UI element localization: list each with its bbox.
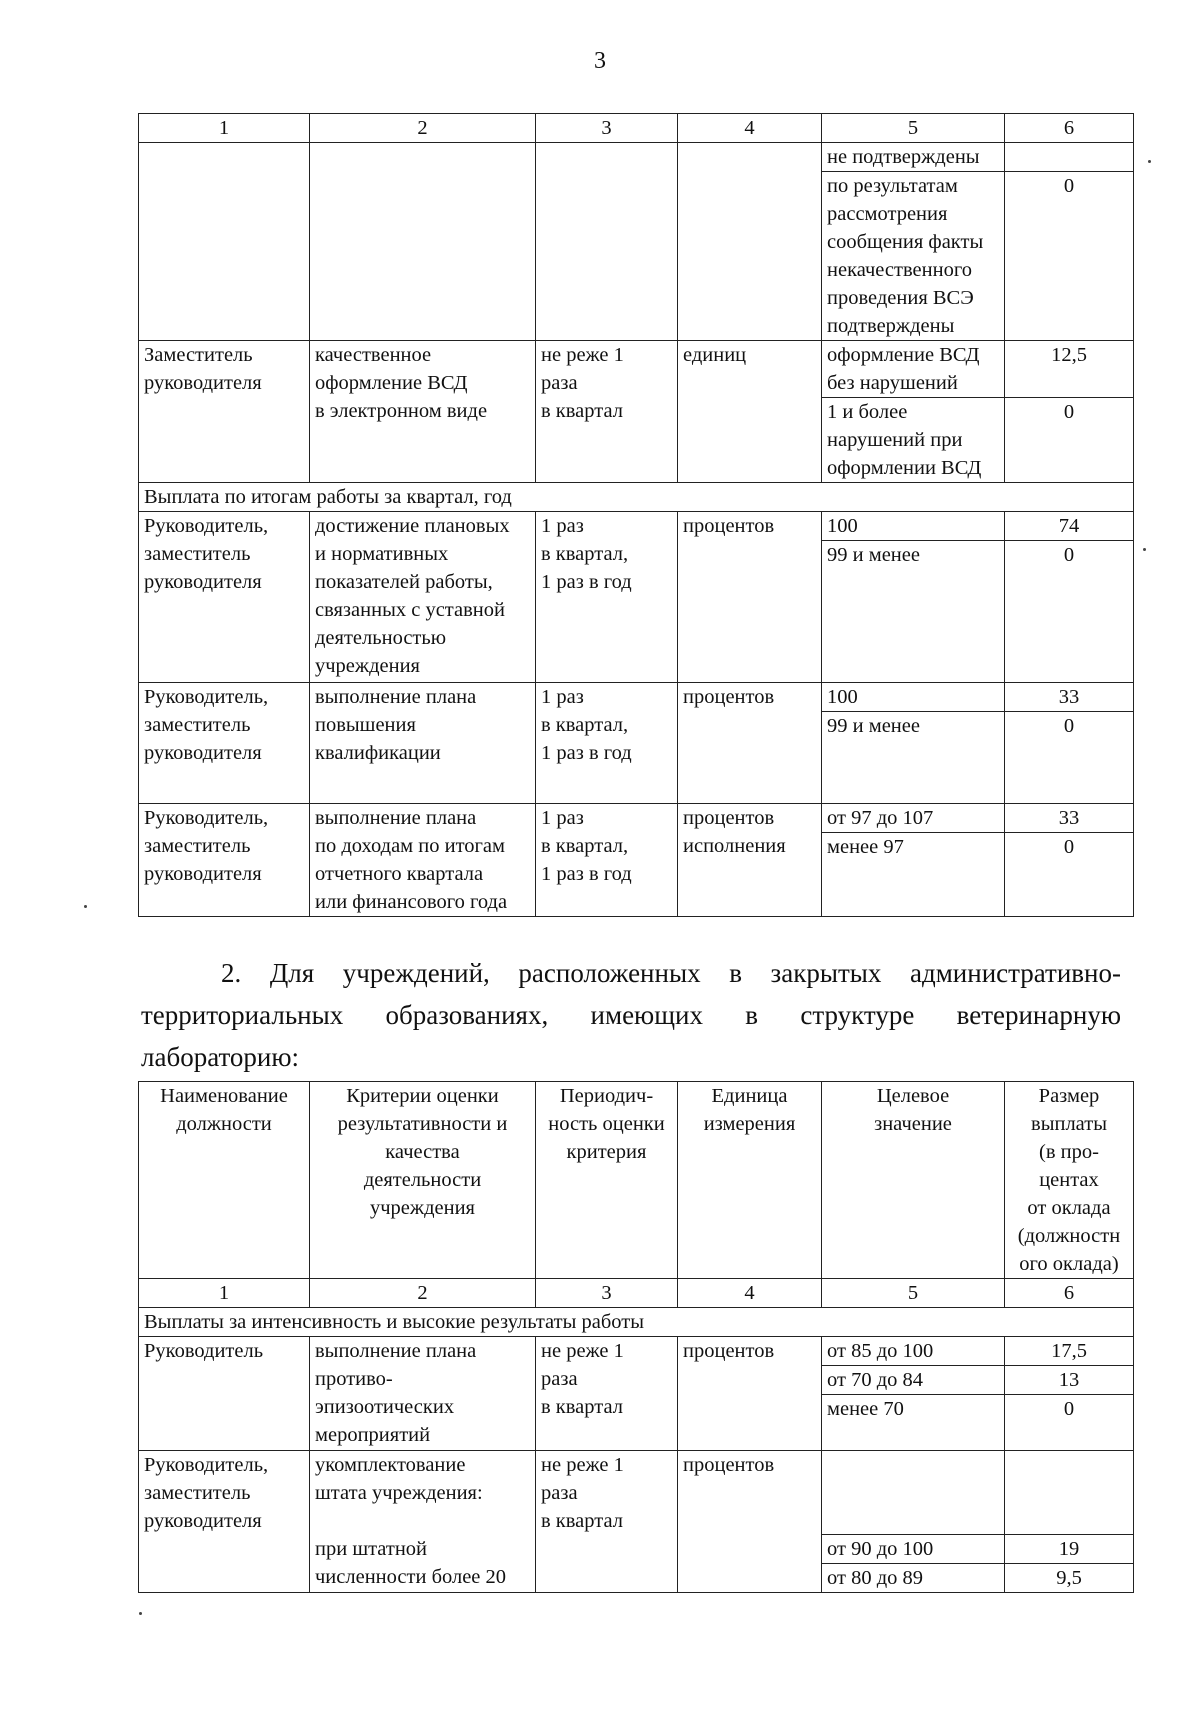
table-row [139,341,1134,398]
table-row [139,1451,1134,1535]
header-criteria: Критерии оценки результативности и качества деятельности учреждения [310,1082,536,1279]
target-value: менее 97 [822,833,1005,917]
unit-cell: процентов [678,512,822,683]
periodicity-cell: 1 раз в квартал, 1 раз в год [536,804,678,917]
column-numbers-row [139,1279,1134,1308]
table-row [139,512,1134,541]
column-number: 5 [822,1279,1005,1308]
unit-cell: единиц [678,341,822,483]
column-numbers-row [139,114,1134,143]
column-number: 1 [139,114,310,143]
position-cell: Руководитель, заместитель руководителя [139,1451,310,1593]
target-value: по результатам рассмотрения сообщения факты некачественного проведения ВСЭ подтверждены [822,172,1005,341]
criteria-cell: качественное оформление ВСД в электронном виде [310,341,536,483]
target-value: 1 и более нарушений при оформлении ВСД [822,398,1005,483]
section-title: Выплата по итогам работы за квартал, год [139,483,1134,512]
criteria-cell: укомплектование штата учреждения: при штатной численности более 20 [310,1451,536,1593]
payment-value: 74 [1005,512,1134,541]
table-row [139,1337,1134,1366]
column-number: 2 [310,114,536,143]
payment-value: 0 [1005,833,1134,917]
target-value: не подтверждены [822,143,1005,172]
criteria-cell: выполнение плана по доходам по итогам отчетного квартала или финансового года [310,804,536,917]
payment-value: 9,5 [1005,1564,1134,1593]
position-cell: Руководитель, заместитель руководителя [139,683,310,804]
header-target: Целевое значение [822,1082,1005,1279]
target-value: 100 [822,512,1005,541]
payment-value: 0 [1005,398,1134,483]
target-value: от 97 до 107 [822,804,1005,833]
scan-speck [1148,160,1151,163]
unit-cell: процентов [678,1451,822,1593]
unit-cell: процентов [678,683,822,804]
position-cell: Руководитель, заместитель руководителя [139,804,310,917]
criteria-cell: достижение плановых и нормативных показателей работы, связанных с уставной деятельностью учреждения [310,512,536,683]
header-position: Наименование должности [139,1082,310,1279]
table-row [139,143,1134,172]
paragraph-line: территориальных образованиях, имеющих в структуре ветеринарную [141,1000,1121,1030]
column-number: 1 [139,1279,310,1308]
target-value: 99 и менее [822,541,1005,683]
periodicity-cell: не реже 1 раза в квартал [536,341,678,483]
table-row [139,804,1134,833]
payment-value [1005,143,1134,172]
payment-value: 17,5 [1005,1337,1134,1366]
section-title: Выплаты за интенсивность и высокие результаты работы [139,1308,1134,1337]
criteria-cell: выполнение плана повышения квалификации [310,683,536,804]
criteria-table-laboratory [138,1081,1134,1593]
unit-cell: процентов [678,1337,822,1451]
payment-value: 33 [1005,804,1134,833]
target-value: оформление ВСД без нарушений [822,341,1005,398]
scan-speck [139,1612,142,1615]
section-paragraph [141,952,1121,1078]
position-cell: Заместитель руководителя [139,341,310,483]
payment-value: 0 [1005,541,1134,683]
payment-value: 0 [1005,172,1134,341]
payment-value: 12,5 [1005,341,1134,398]
header-payment: Размер выплаты (в про- центах от оклада (должностн ого оклада) [1005,1082,1134,1279]
target-value: 100 [822,683,1005,712]
payment-value: 33 [1005,683,1134,712]
table-row [139,683,1134,712]
column-number: 3 [536,1279,678,1308]
scan-speck [84,905,87,908]
target-value: от 90 до 100 [822,1535,1005,1564]
target-value: от 70 до 84 [822,1366,1005,1395]
paragraph-line: лабораторию: [141,1042,300,1072]
periodicity-cell: не реже 1 раза в квартал [536,1337,678,1451]
payment-value: 13 [1005,1366,1134,1395]
periodicity-cell: 1 раз в квартал, 1 раз в год [536,512,678,683]
column-number: 6 [1005,1279,1134,1308]
payment-value: 0 [1005,712,1134,804]
column-number: 4 [678,1279,822,1308]
payment-value: 19 [1005,1535,1134,1564]
criteria-table-continued [138,113,1134,917]
section-row [139,483,1134,512]
target-value: от 85 до 100 [822,1337,1005,1366]
scan-speck [1143,548,1146,551]
column-number: 6 [1005,114,1134,143]
position-cell: Руководитель [139,1337,310,1451]
column-number: 4 [678,114,822,143]
periodicity-cell: 1 раз в квартал, 1 раз в год [536,683,678,804]
criteria-cell: выполнение плана противо- эпизоотических мероприятий [310,1337,536,1451]
header-periodicity: Периодич- ность оценки критерия [536,1082,678,1279]
column-number: 5 [822,114,1005,143]
payment-value: 0 [1005,1395,1134,1451]
column-number: 2 [310,1279,536,1308]
target-value: 99 и менее [822,712,1005,804]
header-unit: Единица измерения [678,1082,822,1279]
paragraph-line: 2. Для учреждений, расположенных в закрытых административно- [221,958,1121,988]
column-number: 3 [536,114,678,143]
page-number: 3 [594,48,606,74]
unit-cell: процентов исполнения [678,804,822,917]
target-value: от 80 до 89 [822,1564,1005,1593]
section-row [139,1308,1134,1337]
periodicity-cell: не реже 1 раза в квартал [536,1451,678,1593]
position-cell: Руководитель, заместитель руководителя [139,512,310,683]
header-row [139,1082,1134,1279]
target-value: менее 70 [822,1395,1005,1451]
